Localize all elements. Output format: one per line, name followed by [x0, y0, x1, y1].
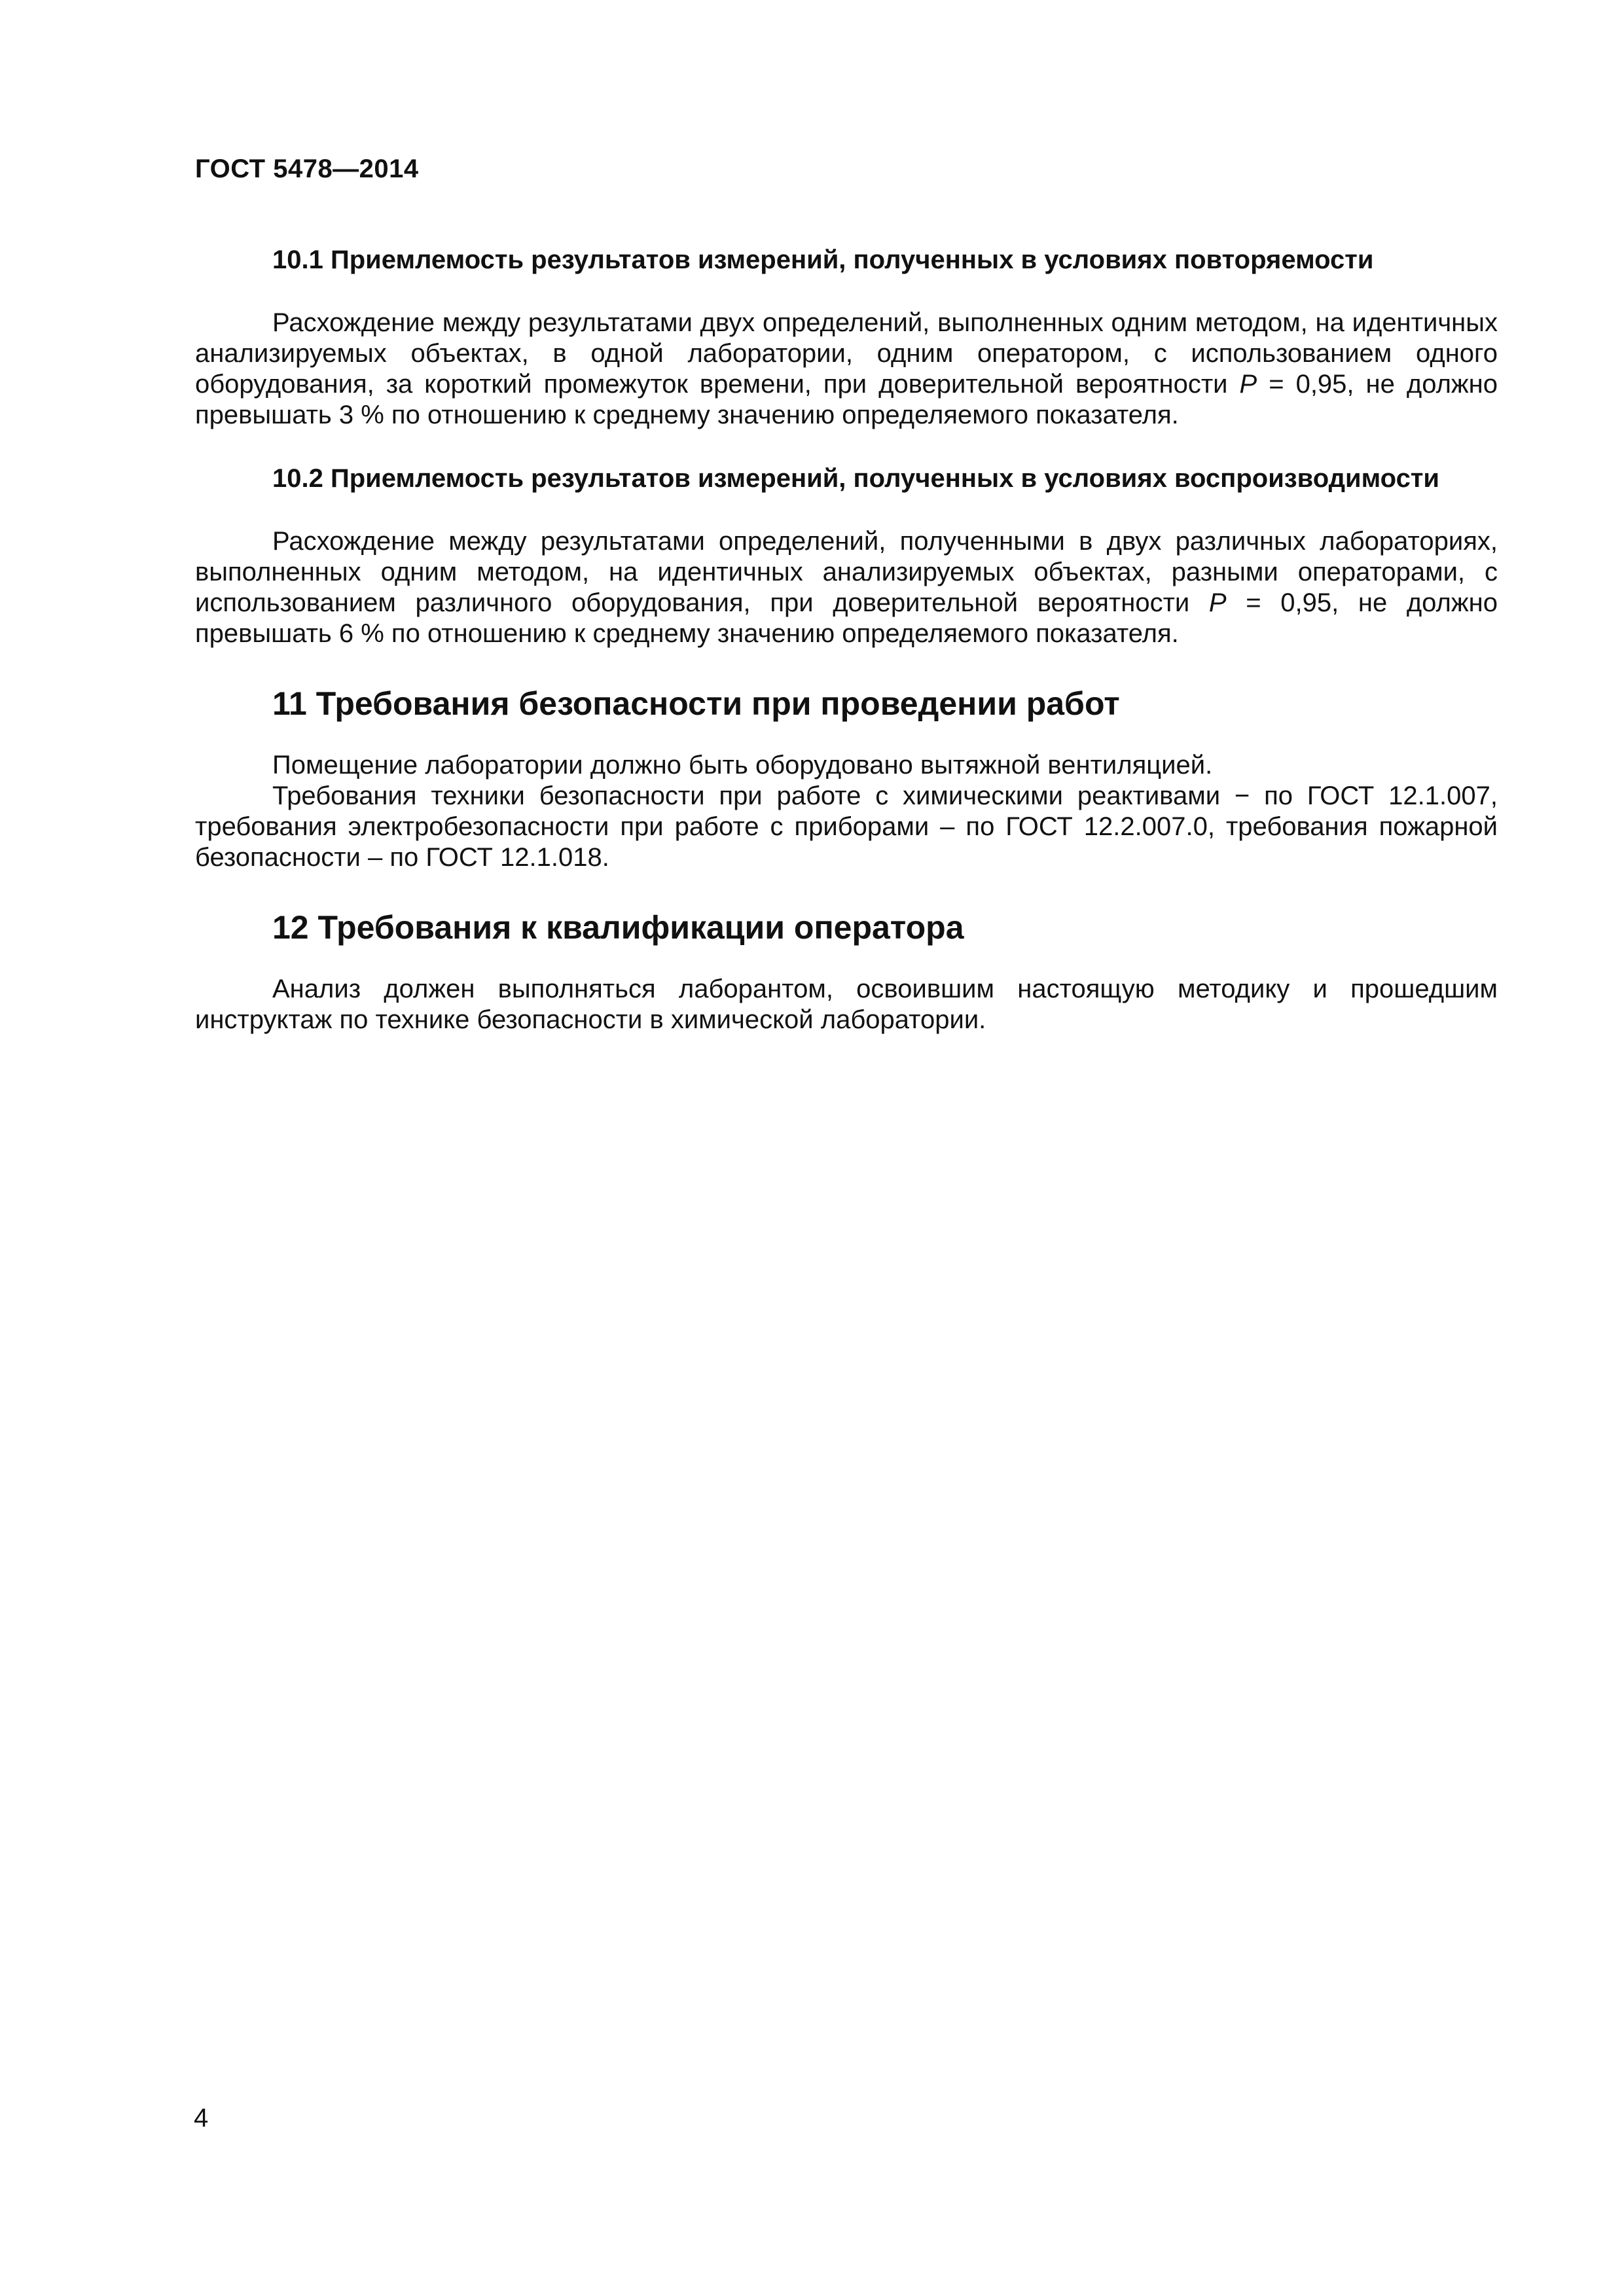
document-body — [195, 243, 1498, 1035]
paragraph-10-2 — [195, 526, 1498, 649]
section-10-2 — [195, 462, 1498, 649]
section-heading-11: 11 Требования безопасности при проведении работ — [272, 685, 1120, 722]
subsection-heading-10-2: 10.2 Приемлемость результатов измерений, полученных в условиях воспроизводимости — [272, 464, 1440, 493]
section-12 — [195, 907, 1498, 1035]
section-10-1 — [195, 243, 1498, 431]
paragraph-text: Расхождение между результатами двух определений, выполненных одним методом, на идентичных анализируемых объектах, в одной лаборатории, одним оператором, с использованием одного оборудования, за короткий промежуток времени, при доверительной вероятности — [195, 308, 1498, 399]
paragraph-11-2: Требования техники безопасности при работе с химическими реактивами − по ГОСТ 12.1.007, требования электробезопасности при работе с приборами – по ГОСТ 12.2.007.0, требования пожарной безопасности – по ГОСТ 12.1.018. — [195, 781, 1498, 872]
document-header: ГОСТ 5478—2014 — [195, 154, 419, 183]
paragraph-11-1: Помещение лаборатории должно быть оборудовано вытяжной вентиляцией. — [272, 751, 1213, 780]
paragraph-12-1: Анализ должен выполняться лаборантом, освоившим настоящую методику и прошедшим инструктаж по технике безопасности в химической лаборатории. — [195, 975, 1498, 1034]
variable-p: P — [1208, 588, 1227, 617]
paragraph-text: = 0,95, не должно превышать 3 % по отношению к среднему значению определяемого показателя. — [195, 370, 1498, 429]
section-heading-12: 12 Требования к квалификации оператора — [272, 909, 964, 946]
paragraph-10-1 — [195, 308, 1498, 431]
paragraph-text: Расхождение между результатами определений, полученными в двух различных лабораториях, выполненных одним методом, на идентичных анализируемых объектах, разными операторами, с использованием различного оборудования, при доверительной вероятности — [195, 527, 1498, 617]
variable-p: P — [1239, 370, 1257, 399]
subsection-heading-10-1: 10.1 Приемлемость результатов измерений, полученных в условиях повторяемости — [272, 245, 1374, 274]
paragraph-text: = 0,95, не должно превышать 6 % по отношению к среднему значению определяемого показателя. — [195, 588, 1498, 648]
page-number: 4 — [194, 2104, 209, 2132]
section-11 — [195, 683, 1498, 873]
